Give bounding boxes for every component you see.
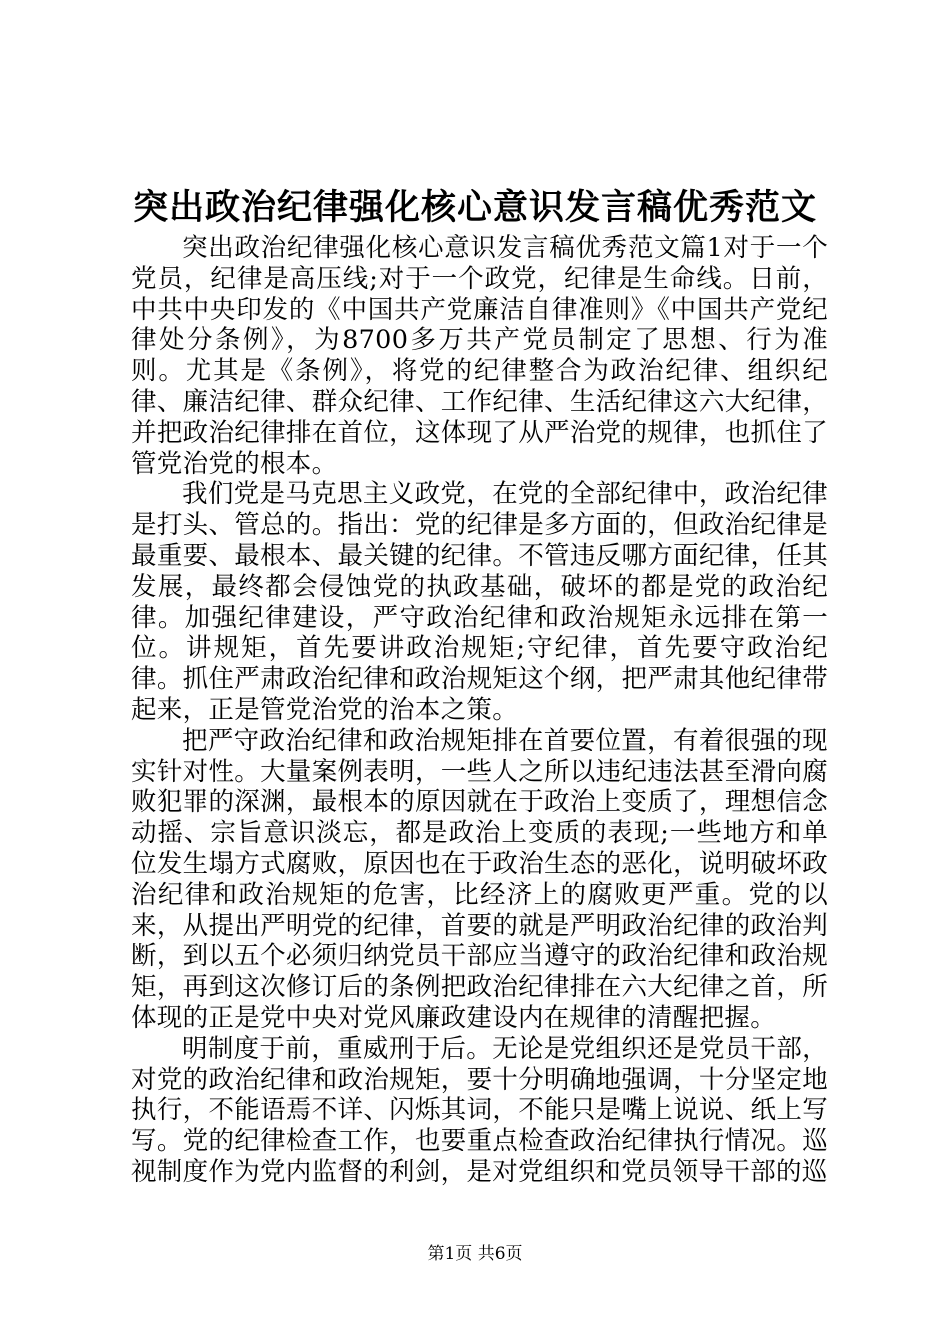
paragraph: 我们党是马克思主义政党，在党的全部纪律中，政治纪律是打头、管总的。指出：党的纪律是多方面的，但政治纪律是最重要、最根本、最关键的纪律。不管违反哪方面纪律，任其发展，最终都会侵蚀党的执政基础，破坏的都是党的政治纪律。加强纪律建设，严守政治纪律和政治规矩永远排在第一位。讲规矩，首先要讲政治规矩;守纪律，首先要守政治纪律。抓住严肃政治纪律和政治规矩这个纲，把严肃其他纪律带起来，正是管党治党的治本之策。 [131,479,828,725]
document-title: 突出政治纪律强化核心意识发言稿优秀范文 [132,187,817,228]
paragraph: 明制度于前，重威刑于后。无论是党组织还是党员干部，对党的政治纪律和政治规矩，要十分明确地强调，十分坚定地执行，不能语焉不详、闪烁其词，不能只是嘴上说说、纸上写写。党的纪律检查工作，也要重点检查政治纪律执行情况。巡视制度作为党内监督的利剑，是对党组织和党员领导干部的巡 [131,1033,828,1187]
paragraph: 把严守政治纪律和政治规矩排在首要位置，有着很强的现实针对性。大量案例表明，一些人之所以违纪违法甚至滑向腐败犯罪的深渊，最根本的原因就在于政治上变质了，理想信念动摇、宗旨意识淡忘，都是政治上变质的表现;一些地方和单位发生塌方式腐败，原因也在于政治生态的恶化，说明破坏政治纪律和政治规矩的危害，比经济上的腐败更严重。党的以来，从提出严明党的纪律，首要的就是严明政治纪律的政治判断，到以五个必须归纳党员干部应当遵守的政治纪律和政治规矩，再到这次修订后的条例把政治纪律排在六大纪律之首，所体现的正是党中央对党风廉政建设内在规律的清醒把握。 [131,725,828,1033]
page-number-footer: 第1页 共6页 [427,1244,523,1264]
document-body [131,233,828,1188]
paragraph: 突出政治纪律强化核心意识发言稿优秀范文篇1对于一个党员，纪律是高压线;对于一个政党，纪律是生命线。日前，中共中央印发的《中国共产党廉洁自律准则》《中国共产党纪律处分条例》，为8700多万共产党员制定了思想、行为准则。尤其是《条例》，将党的纪律整合为政治纪律、组织纪律、廉洁纪律、群众纪律、工作纪律、生活纪律这六大纪律，并把政治纪律排在首位，这体现了从严治党的规律，也抓住了管党治党的根本。 [131,233,828,479]
